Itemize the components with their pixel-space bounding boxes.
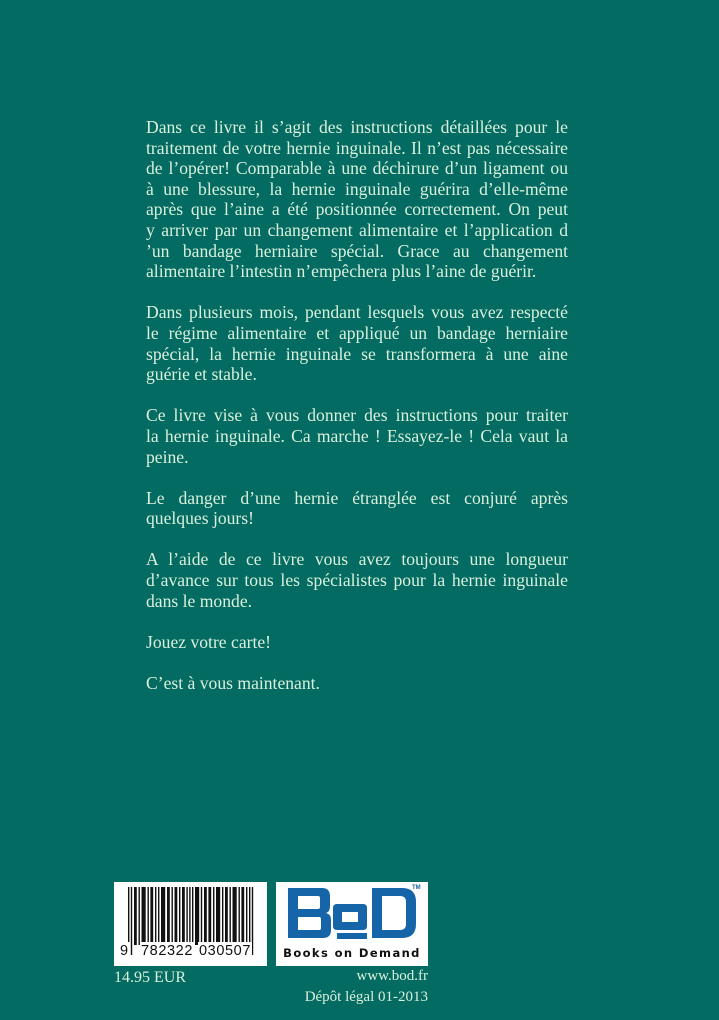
blurb-line: de l’opérer! Comparable à une déchirure d’un ligament ou [146, 158, 568, 179]
blurb-line: la hernie inguinale. Ca marche ! Essayez-le ! Cela vaut la [146, 425, 568, 446]
blurb-paragraph-5 [146, 549, 568, 611]
blurb-line: A l’aide de ce livre vous avez toujours une longueur [146, 549, 568, 570]
blurb-line: Jouez votre carte! [146, 631, 272, 652]
blurb-line: Ce livre vise à vous donner des instructions pour traiter [146, 405, 568, 426]
trademark-mark: TM [412, 885, 421, 891]
blurb-paragraph-6 [146, 632, 568, 653]
blurb-line: ’un bandage herniaire spécial. Grace au changement [146, 240, 568, 261]
blurb-line: quelques jours! [146, 508, 254, 529]
blurb-line: traitement de votre hernie inguinale. Il n’est pas nécessaire [146, 137, 568, 158]
legal-deposit-notice: Dépôt légal 01-2013 [304, 989, 428, 1005]
blurb-paragraph-7 [146, 673, 568, 694]
blurb-line: après que l’aine a été positionnée correctement. On peut [146, 199, 568, 220]
publisher-website: www.bod.fr [356, 968, 428, 984]
isbn-barcode [114, 882, 267, 966]
blurb-line: d’avance sur tous les spécialistes pour la hernie inguinale [146, 570, 568, 591]
isbn-lead-digit: 9 [120, 943, 129, 959]
blurb-line: alimentaire l’intestin n’empêchera plus l’aine de guérir. [146, 261, 537, 282]
blurb-paragraph-3 [146, 405, 568, 467]
isbn-left-group: 782322 [141, 943, 193, 959]
blurb-paragraph-1 [146, 117, 568, 282]
blurb-line: Dans ce livre il s’agit des instructions détaillées pour le [146, 117, 568, 137]
blurb-paragraph-4 [146, 488, 568, 529]
blurb-line: Dans plusieurs mois, pendant lesquels vous avez respecté [146, 302, 568, 323]
blurb-line: le régime alimentaire et appliqué un bandage herniaire [146, 322, 568, 343]
blurb-line: dans le monde. [146, 590, 253, 611]
publisher-tagline: Books on Demand [283, 946, 421, 960]
blurb-paragraph-2 [146, 302, 568, 384]
blurb-line: spécial, la hernie inguinale se transformera à une aine [146, 343, 568, 364]
blurb-line: C’est à vous maintenant. [146, 673, 320, 694]
price-label: 14.95 EUR [114, 969, 186, 986]
blurb-line: guérie et stable. [146, 364, 257, 385]
blurb-line: peine. [146, 446, 189, 467]
blurb-line: Le danger d’une hernie étranglée est conjuré après [146, 487, 568, 508]
isbn-right-group: 030507 [199, 943, 251, 959]
bod-logo-icon [276, 882, 428, 946]
blurb-line: à une blessure, la hernie inguinale guérira d’elle-même [146, 178, 568, 199]
blurb-line: y arriver par un changement alimentaire et l’application d [146, 219, 568, 240]
back-cover-blurb [146, 117, 568, 714]
publisher-logo [276, 882, 428, 966]
